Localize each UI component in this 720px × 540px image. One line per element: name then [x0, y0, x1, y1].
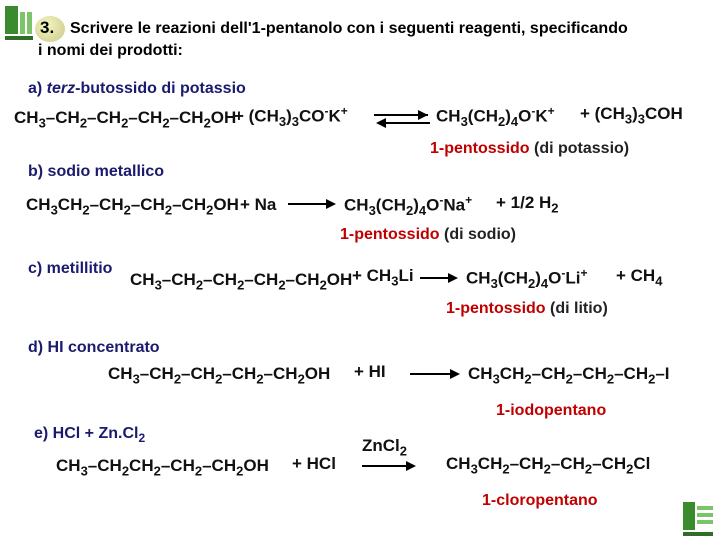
reaction-c-product-name: 1-pentossido (di litio) — [446, 300, 608, 317]
reaction-b-label: b) sodio metallico — [28, 163, 165, 180]
reaction-a-product: $CH_3(CH_2)_4O^-K^+$ — [436, 104, 555, 130]
reaction-b-product: $CH_3(CH_2)_4O^-Na^+$ — [344, 193, 473, 219]
reaction-b-byproduct: + 1/2 $H_2$ — [496, 193, 559, 216]
reaction-e-reactant: $CH_3-CH_2CH_2-CH_2-CH_2OH$ — [56, 456, 269, 479]
reaction-c-label: c) metillitio — [28, 260, 113, 277]
reaction-d-product: $CH_3CH_2-CH_2-CH_2-CH_2-I$ — [468, 364, 670, 387]
reaction-arrow-icon — [420, 272, 460, 284]
reaction-e-product: $CH_3CH_2-CH_2-CH_2-CH_2Cl$ — [446, 454, 651, 477]
reaction-arrow-icon — [362, 460, 418, 472]
reaction-c-reagent: + $CH_3Li$ — [352, 266, 414, 289]
exercise-title: Scrivere le reazioni dell'1-pentanolo con i seguenti reagenti, specificando — [70, 20, 628, 37]
reaction-d-reactant: $CH_3-CH_2-CH_2-CH_2-CH_2OH$ — [108, 364, 331, 387]
reaction-d-reagent: + HI — [354, 362, 386, 381]
reaction-a-product-name: 1-pentossido (di potassio) — [430, 140, 630, 157]
reaction-e-reagent: + HCl — [292, 454, 336, 473]
exercise-number: 3. — [40, 18, 55, 37]
reaction-d-label: d) HI concentrato — [28, 339, 160, 356]
exercise-title-continued: i nomi dei prodotti: — [38, 42, 183, 59]
institution-logo-icon — [680, 498, 716, 538]
reaction-a-label: a) terz-butossido di potassio — [28, 80, 246, 97]
reaction-arrow-icon — [288, 198, 338, 210]
reaction-b-reagent: + Na — [240, 195, 277, 214]
reaction-b-product-name: 1-pentossido (di sodio) — [340, 226, 516, 243]
reaction-a-reagent: + $(CH_3)_3CO^-K^+$ — [234, 104, 348, 130]
reaction-c-byproduct: + $CH_4$ — [616, 266, 663, 289]
reaction-c-product: $CH_3(CH_2)_4O^-Li^+$ — [466, 266, 588, 292]
reaction-a-reactant: $CH_3-CH_2-CH_2-CH_2-CH_2OH$ — [14, 108, 237, 131]
reaction-c-reactant: $CH_3-CH_2-CH_2-CH_2-CH_2OH$ — [130, 270, 353, 293]
equilibrium-arrow-icon — [372, 108, 432, 130]
reaction-e-label: e) HCl + $Zn.Cl_2$ — [34, 425, 146, 446]
reaction-a-byproduct: + $(CH_3)_3COH$ — [580, 104, 683, 127]
reaction-b-reactant: $CH_3CH_2-CH_2-CH_2-CH_2OH$ — [26, 195, 239, 218]
reaction-arrow-icon — [410, 368, 462, 380]
institution-logo-icon — [2, 2, 36, 42]
reaction-d-product-name: 1-iodopentano — [496, 402, 607, 419]
reaction-e-catalyst: ZnCl$_2$ — [362, 436, 408, 459]
reaction-e-product-name: 1-cloropentano — [482, 492, 598, 509]
